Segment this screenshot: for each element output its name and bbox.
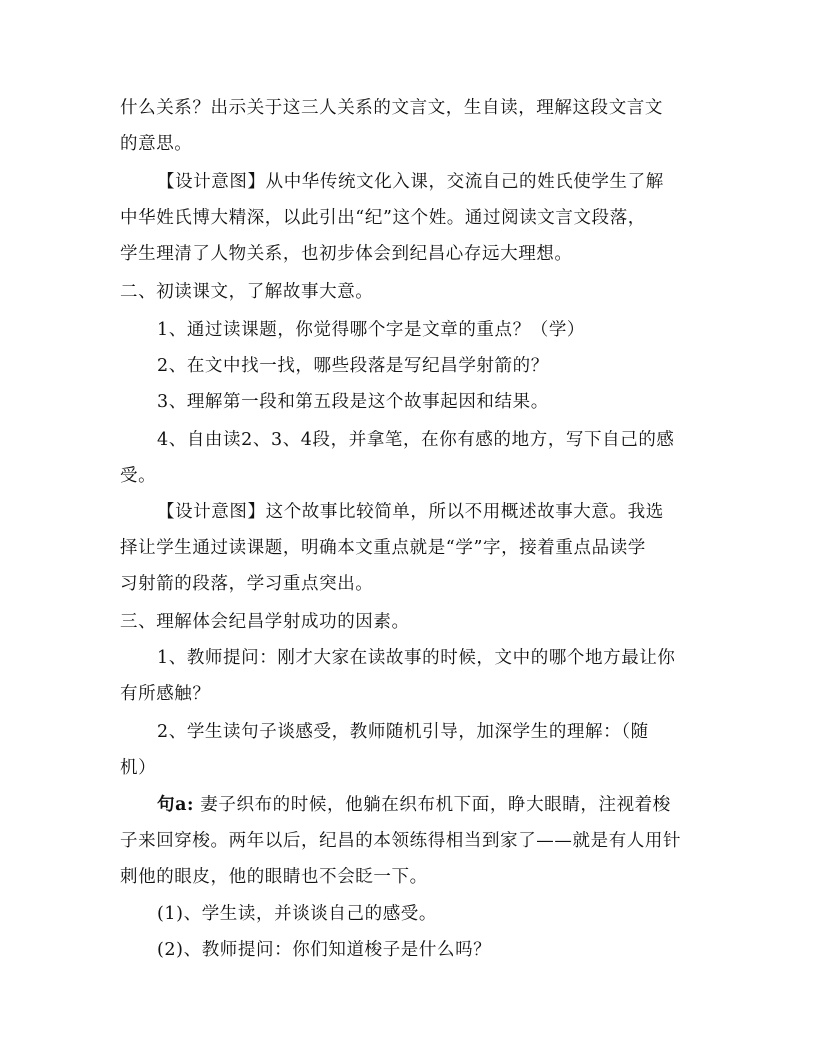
sentence-a-label: 句a: xyxy=(157,795,195,815)
list-item: 4、自由读2、3、4段，并拿笔，在你有感的地方，写下自己的感 xyxy=(157,430,675,450)
body-text-line: 择让学生通过读课题，明确本文重点就是“学”字，接着重点品读学 xyxy=(120,538,646,558)
section-heading: 三、理解体会纪昌学射成功的因素。 xyxy=(120,612,410,632)
list-item: (2)、教师提问：你们知道梭子是什么吗？ xyxy=(157,940,492,960)
design-intent-paragraph: 【设计意图】这个故事比较简单，所以不用概述故事大意。我选 xyxy=(157,502,664,522)
sentence-a-paragraph xyxy=(157,793,671,817)
body-text-line: 学生理清了人物关系，也初步体会到纪昌心存远大理想。 xyxy=(120,244,573,264)
body-text-line: 机） xyxy=(120,758,157,778)
list-item: 1、通过读课题，你觉得哪个字是文章的重点？（学） xyxy=(157,320,586,340)
list-item: 3、理解第一段和第五段是这个故事起因和结果。 xyxy=(157,392,549,412)
body-text-line: 的意思。 xyxy=(120,134,193,154)
list-item: 1、教师提问：刚才大家在读故事的时候，文中的哪个地方最让你 xyxy=(157,648,676,668)
body-text-line: 什么关系？出示关于这三人关系的文言文，生自读，理解这段文言文 xyxy=(120,98,663,118)
body-text-line: 受。 xyxy=(120,466,157,486)
sentence-a-text: 妻子织布的时候，他躺在织布机下面，睁大眼睛，注视着梭 xyxy=(200,795,671,815)
body-text-line: 中华姓氏博大精深，以此引出“纪”这个姓。通过阅读文言文段落， xyxy=(120,208,646,228)
body-text-line: 习射箭的段落，学习重点突出。 xyxy=(120,574,374,594)
list-item: (1)、学生读，并谈谈自己的感受。 xyxy=(157,904,437,924)
body-text-line: 子来回穿梭。两年以后，纪昌的本领练得相当到家了——就是有人用针 xyxy=(120,831,682,851)
design-intent-paragraph: 【设计意图】从中华传统文化入课，交流自己的姓氏使学生了解 xyxy=(157,172,664,192)
list-item: 2、在文中找一找，哪些段落是写纪昌学射箭的？ xyxy=(157,356,549,376)
section-heading: 二、初读课文，了解故事大意。 xyxy=(120,282,374,302)
body-text-line: 刺他的眼皮，他的眼睛也不会眨一下。 xyxy=(120,867,428,887)
list-item: 2、学生读句子谈感受，教师随机引导，加深学生的理解：（随 xyxy=(157,722,649,742)
body-text-line: 有所感触？ xyxy=(120,684,211,704)
